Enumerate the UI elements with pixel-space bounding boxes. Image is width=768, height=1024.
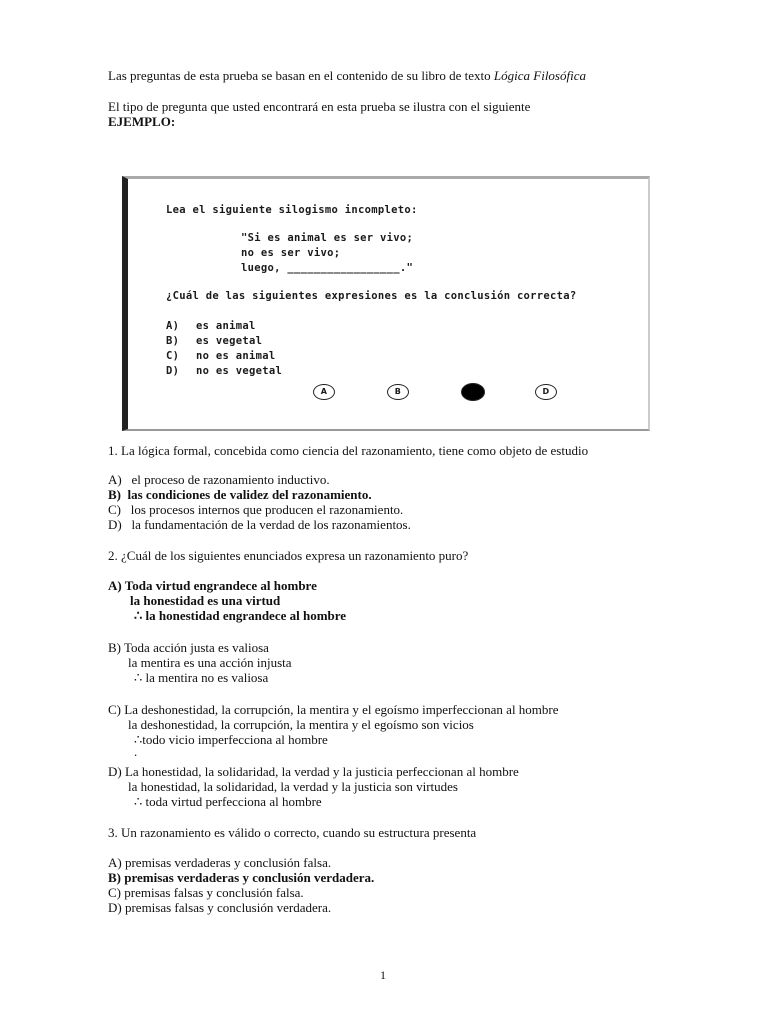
- q1-option-c: [108, 502, 411, 517]
- q2-option-d-line-3: ∴ toda virtud perfecciona al hombre: [134, 794, 322, 809]
- q2-option-a-line-1: A) Toda virtud engrandece al hombre: [108, 578, 317, 593]
- q1-option-c-text: los procesos internos que producen el razonamiento.: [130, 502, 404, 517]
- q1-option-d: [108, 517, 411, 532]
- example-option-text-b: es vegetal: [196, 335, 263, 347]
- q1-option-b-text: las condiciones de validez del razonamiento.: [127, 487, 372, 502]
- q1-option-b-letter: B): [108, 487, 121, 502]
- q3-option-d: D) premisas falsas y conclusión verdadera.: [108, 900, 332, 915]
- q3-option-c: C) premisas falsas y conclusión falsa.: [108, 885, 304, 900]
- example-scan: [122, 176, 650, 431]
- q2-option-a-line-2: la honestidad es una virtud: [130, 593, 281, 608]
- q2-option-c-line-3: ∴todo vicio imperfecciona al hombre: [134, 732, 328, 747]
- intro-block: [108, 99, 530, 129]
- q2-option-d-line-1: D) La honestidad, la solidaridad, la verdad y la justicia perfeccionan al hombre: [108, 764, 519, 779]
- q2-option-d: [108, 764, 519, 809]
- bubble-a: A: [313, 384, 335, 400]
- question-1-options: [108, 472, 411, 532]
- page-number: 1: [380, 968, 386, 982]
- q2-option-b: [108, 640, 292, 685]
- q1-option-d-letter: D): [108, 517, 122, 532]
- book-title: Lógica Filosófica: [493, 68, 586, 83]
- q2-option-b-line-1: B) Toda acción justa es valiosa: [108, 640, 269, 655]
- q1-option-a: [108, 472, 411, 487]
- answer-bubbles: [313, 384, 573, 404]
- example-option-text-a: es animal: [196, 320, 256, 332]
- q1-option-d-text: la fundamentación de la verdad de los razonamientos.: [131, 517, 411, 532]
- example-option-letter-a: A): [166, 320, 180, 332]
- question-2-stem: 2. ¿Cuál de los siguientes enunciados expresa un razonamiento puro?: [108, 548, 469, 563]
- q3-option-b: B) premisas verdaderas y conclusión verdadera.: [108, 870, 375, 885]
- bubble-d: D: [535, 384, 557, 400]
- bubble-c-filled: [461, 383, 485, 401]
- q2-option-c-line-4: .: [134, 744, 138, 759]
- q2-option-b-line-3: ∴ la mentira no es valiosa: [134, 670, 269, 685]
- q1-option-b: [108, 487, 411, 502]
- example-option-text-c: no es animal: [196, 350, 276, 362]
- example-option-text-d: no es vegetal: [196, 365, 283, 377]
- q1-option-a-letter: A): [108, 472, 122, 487]
- syllogism-line-3: luego, _________________.": [241, 262, 414, 274]
- example-instruction: Lea el siguiente silogismo incompleto:: [166, 204, 418, 216]
- q2-option-d-line-2: la honestidad, la solidaridad, la verdad y la justicia son virtudes: [128, 779, 458, 794]
- q2-option-a-line-3: ∴ la honestidad engrandece al hombre: [134, 608, 347, 623]
- intro-line-1: [108, 68, 586, 83]
- question-3-stem: 3. Un razonamiento es válido o correcto, cuando su estructura presenta: [108, 825, 477, 840]
- intro-line-2: El tipo de pregunta que usted encontrará en esta prueba se ilustra con el siguiente: [108, 99, 531, 114]
- q2-option-c: [108, 702, 559, 757]
- syllogism-line-1: "Si es animal es ser vivo;: [241, 232, 414, 244]
- question-3-options: [108, 855, 374, 915]
- bubble-b: B: [387, 384, 409, 400]
- q2-option-a: [108, 578, 346, 623]
- example-heading: EJEMPLO:: [108, 114, 176, 129]
- q1-option-a-text: el proceso de razonamiento inductivo.: [131, 472, 330, 487]
- example-question: ¿Cuál de las siguientes expresiones es la conclusión correcta?: [166, 290, 577, 302]
- example-option-letter-d: D): [166, 365, 180, 377]
- syllogism-line-2: no es ser vivo;: [241, 247, 341, 259]
- q1-option-c-letter: C): [108, 502, 121, 517]
- q2-option-b-line-2: la mentira es una acción injusta: [128, 655, 292, 670]
- example-option-letter-c: C): [166, 350, 180, 362]
- q2-option-c-line-1: C) La deshonestidad, la corrupción, la mentira y el egoísmo imperfeccionan al hombre: [108, 702, 559, 717]
- intro-text: Las preguntas de esta prueba se basan en el contenido de su libro de texto: [108, 68, 494, 83]
- question-1-stem: 1. La lógica formal, concebida como ciencia del razonamiento, tiene como objeto de estudio: [108, 443, 589, 458]
- example-option-letter-b: B): [166, 335, 180, 347]
- q3-option-a: A) premisas verdaderas y conclusión falsa.: [108, 855, 332, 870]
- q2-option-c-line-2: la deshonestidad, la corrupción, la mentira y el egoísmo son vicios: [128, 717, 474, 732]
